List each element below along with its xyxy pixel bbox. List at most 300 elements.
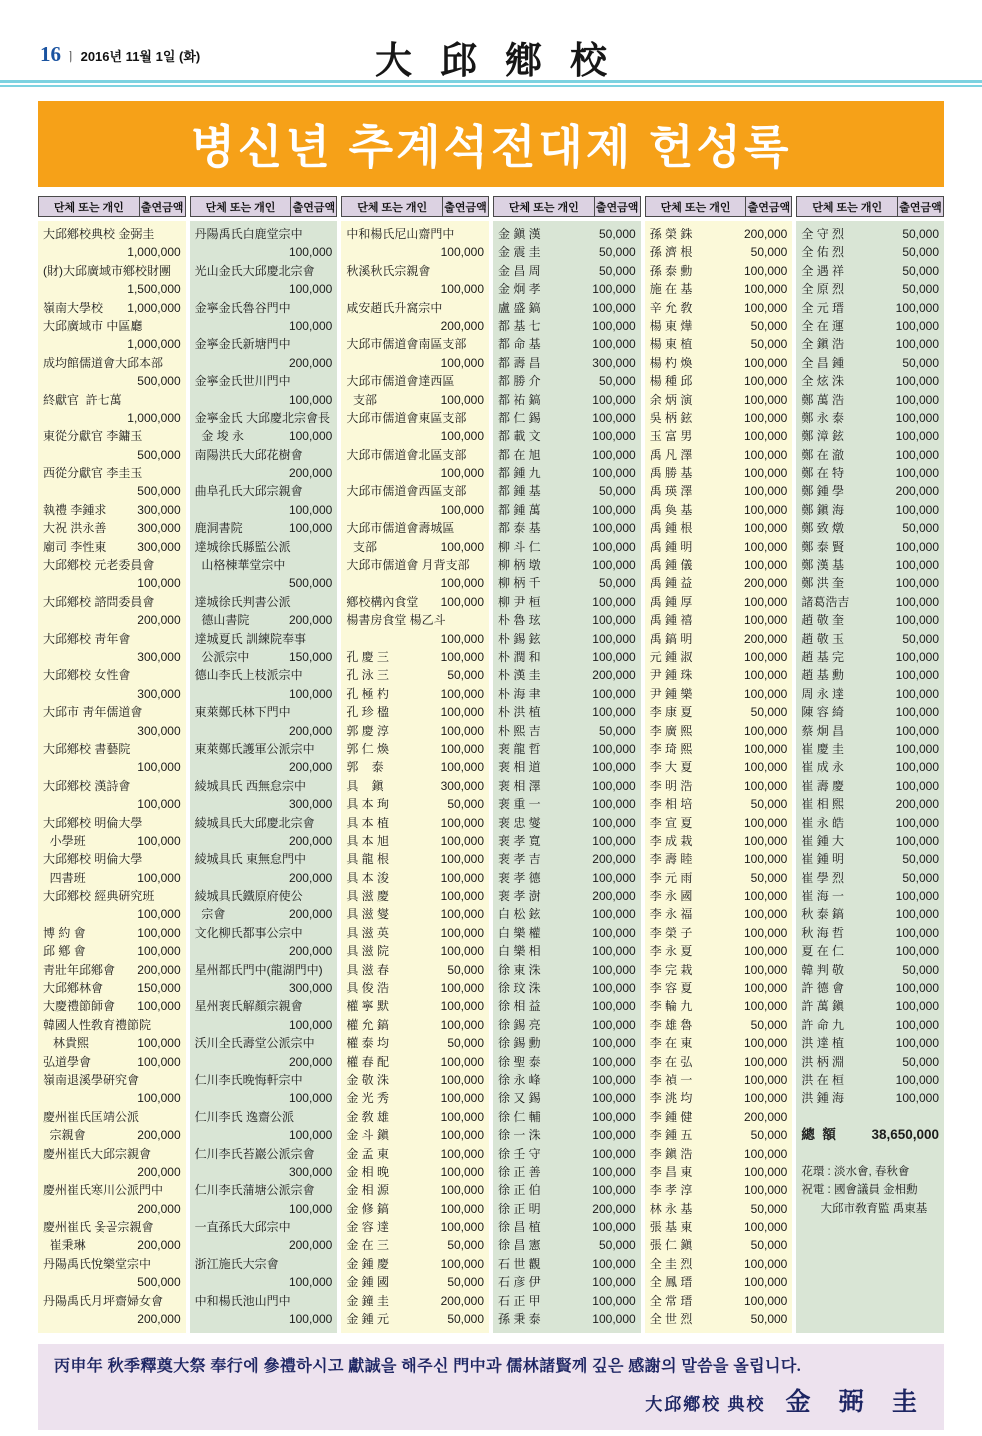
banner <box>38 101 944 187</box>
donation-line <box>801 942 939 960</box>
donor-name: 達城徐氏縣監公派 <box>194 539 291 554</box>
donor-name: 金 震 圭 <box>498 245 541 260</box>
donation-line <box>43 869 181 887</box>
donor-name: 秋溪秋氏宗親會 <box>346 263 431 278</box>
donation-amount: 50,000 <box>598 723 636 738</box>
donation-line <box>346 1310 484 1328</box>
donation-line <box>43 519 181 537</box>
donation-amount: 100,000 <box>743 962 788 977</box>
footer-signature <box>54 1382 928 1418</box>
donation-line <box>650 648 788 666</box>
donation-amount: 100,000 <box>895 925 940 940</box>
header-pair-2 <box>190 196 338 217</box>
donation-column-4 <box>493 221 641 1333</box>
donation-line <box>650 391 788 409</box>
donation-amount: 100,000 <box>440 741 485 756</box>
donation-line <box>346 372 484 390</box>
donation-amount: 100,000 <box>592 1017 636 1032</box>
donation-line <box>195 391 333 409</box>
donor-name: 李 成 栽 <box>649 833 693 848</box>
donor-name: 大祝 洪永善 <box>43 521 107 536</box>
donor-name: 徐 昌 憲 <box>498 1238 541 1253</box>
header-amount-label: 출연금액 <box>139 196 186 217</box>
donation-amount: 100,000 <box>895 502 940 517</box>
donation-line <box>650 869 788 887</box>
donor-name: 宗會 <box>194 907 226 922</box>
donor-name: 達城徐氏判書公派 <box>194 594 291 609</box>
donation-line <box>195 464 333 482</box>
donor-name: 都 泰 基 <box>498 521 541 536</box>
donor-name: 禹 鎬 明 <box>649 631 693 646</box>
donation-line <box>801 243 939 261</box>
donation-amount: 100,000 <box>137 870 181 885</box>
donor-name: 韓國人性敎育禮節院 <box>43 1017 152 1032</box>
donation-amount: 100,000 <box>895 741 940 756</box>
donation-amount: 100,000 <box>895 466 940 481</box>
donation-line <box>195 1292 333 1310</box>
donation-line <box>195 648 333 666</box>
donation-amount: 200,000 <box>592 889 636 904</box>
donation-amount: 100,000 <box>592 907 636 922</box>
donation-amount: 200,000 <box>137 1164 181 1179</box>
donation-line <box>346 814 484 832</box>
donor-name: 李 鍾 五 <box>649 1128 693 1143</box>
donor-name: 柳 尹 桓 <box>498 594 541 609</box>
donation-line <box>801 777 939 795</box>
donor-name: 花環 : 淡水會, 春秋會 <box>801 1165 910 1178</box>
donor-name: 仁川李氏晚悔軒宗中 <box>194 1072 303 1087</box>
donation-line <box>43 427 181 445</box>
donor-name: 丹陽禹氏悅樂堂宗中 <box>43 1256 152 1271</box>
donation-line <box>650 1163 788 1181</box>
donation-amount: 50,000 <box>447 668 485 683</box>
donation-amount: 100,000 <box>592 1091 636 1106</box>
donation-line <box>650 1273 788 1291</box>
donation-line <box>801 464 939 482</box>
donation-amount: 50,000 <box>750 797 788 812</box>
donor-name: 全 昌 鍾 <box>801 355 845 370</box>
header-pair-6 <box>796 196 944 217</box>
donation-line <box>650 317 788 335</box>
donation-line <box>346 1236 484 1254</box>
donor-name: 大邱市儒道會南區支部 <box>346 337 467 352</box>
donation-amount: 100,000 <box>592 558 636 573</box>
donor-name: 禹 鍾 明 <box>649 539 693 554</box>
donation-amount: 100,000 <box>743 1183 788 1198</box>
donation-amount: 200,000 <box>440 1293 485 1308</box>
table-header-row <box>38 196 944 217</box>
donation-amount: 100,000 <box>440 282 485 297</box>
donation-line <box>346 409 484 427</box>
donation-line <box>498 758 636 776</box>
donation-amount: 500,000 <box>137 447 181 462</box>
donor-name: 全 守 烈 <box>801 227 845 241</box>
donor-name: 裵 重 一 <box>498 797 541 812</box>
donation-line <box>650 501 788 519</box>
donor-name: 盧 盛 鎬 <box>498 300 541 315</box>
donor-name: 李 明 浩 <box>649 778 693 793</box>
donor-name: 丹陽禹氏白鹿堂宗中 <box>194 227 303 241</box>
donor-name: 柳 斗 仁 <box>498 539 541 554</box>
donation-line <box>195 666 333 684</box>
donation-line <box>43 299 181 317</box>
donor-name: 支部 <box>346 392 378 407</box>
page-number: 16 <box>40 42 61 66</box>
donation-line <box>346 611 484 629</box>
header-amount-label: 출연금액 <box>897 196 944 217</box>
donation-amount: 50,000 <box>902 870 940 885</box>
donor-name: (財)大邱廣域市鄕校財團 <box>43 263 171 278</box>
donation-amount: 100,000 <box>592 521 636 536</box>
donation-amount: 100,000 <box>743 889 788 904</box>
donation-line <box>498 446 636 464</box>
header-name-label: 단체 또는 개인 <box>190 196 291 217</box>
donation-amount: 50,000 <box>750 1312 788 1327</box>
donation-line <box>43 1255 181 1273</box>
donation-amount: 100,000 <box>743 613 788 628</box>
donation-line <box>43 1108 181 1126</box>
donation-amount: 200,000 <box>137 1312 181 1327</box>
donation-amount: 100,000 <box>895 1017 940 1032</box>
donor-name: 全 元 瑨 <box>801 300 845 315</box>
donor-name: 李 輪 九 <box>649 999 693 1014</box>
donor-name: 徐 正 明 <box>498 1201 541 1216</box>
donation-line <box>346 1163 484 1181</box>
donation-line <box>801 611 939 629</box>
donation-amount: 500,000 <box>137 1275 181 1290</box>
donor-name: 金寧金氏新塘門中 <box>194 337 291 352</box>
donation-amount: 100,000 <box>743 1072 788 1087</box>
donation-line <box>346 1034 484 1052</box>
donation-line <box>346 685 484 703</box>
donation-line <box>650 630 788 648</box>
donation-line <box>43 703 181 721</box>
donation-amount: 50,000 <box>598 484 636 499</box>
donation-amount: 200,000 <box>288 355 333 370</box>
header-pair-3 <box>341 196 489 217</box>
donor-name: 金 昌 周 <box>498 263 541 278</box>
donor-name: 執禮 李鍾求 <box>43 502 107 517</box>
donor-name: 趙 敬 奎 <box>801 613 845 628</box>
donor-name: 李 永 國 <box>649 889 693 904</box>
donation-amount: 100,000 <box>743 833 788 848</box>
page-header <box>0 0 982 80</box>
donor-name: 都 鍾 九 <box>498 466 541 481</box>
donation-line <box>195 961 333 979</box>
donation-line <box>346 538 484 556</box>
donation-line <box>650 850 788 868</box>
donation-line <box>43 446 181 464</box>
donation-line <box>650 1071 788 1089</box>
donation-amount: 100,000 <box>895 539 940 554</box>
donation-amount: 100,000 <box>592 1275 636 1290</box>
donation-amount: 500,000 <box>137 484 181 499</box>
donor-name: 李 洮 均 <box>649 1091 693 1106</box>
donation-line <box>498 574 636 592</box>
donation-line <box>346 630 484 648</box>
donation-line <box>195 538 333 556</box>
donation-amount: 100,000 <box>895 981 940 996</box>
donation-line <box>650 1181 788 1199</box>
donation-line <box>650 1218 788 1236</box>
note-line <box>801 1200 939 1218</box>
donation-line <box>43 630 181 648</box>
donor-name: 大邱廣域市 中區廳 <box>43 318 143 333</box>
donation-amount: 100,000 <box>743 778 788 793</box>
donation-line <box>43 685 181 703</box>
header-pair-5 <box>645 196 793 217</box>
donor-name: 慶州崔氏寒川公派門中 <box>43 1183 164 1198</box>
donor-name: 禹 鍾 厚 <box>649 594 693 609</box>
donor-name: 全 鎭 浩 <box>801 337 845 352</box>
donation-amount: 300,000 <box>137 649 181 664</box>
donor-name: 崔 慶 圭 <box>801 741 845 756</box>
donation-amount: 100,000 <box>895 374 940 389</box>
donation-amount: 100,000 <box>743 263 788 278</box>
donor-name: 朴 潤 和 <box>498 649 541 664</box>
donor-name: 李 相 培 <box>649 797 693 812</box>
donor-name: 大邱鄕校 經典硏究班 <box>43 889 155 904</box>
donation-line <box>346 1126 484 1144</box>
donor-name: 孔 珍 楹 <box>346 705 390 720</box>
donation-line <box>498 299 636 317</box>
donation-amount: 100,000 <box>592 649 636 664</box>
donation-amount: 100,000 <box>895 558 940 573</box>
donation-amount: 100,000 <box>592 392 636 407</box>
donor-name: 許 德 會 <box>801 981 845 996</box>
donation-line <box>498 703 636 721</box>
donor-name: 徐 錫 勳 <box>498 1036 541 1051</box>
donor-name: 鄭 在 澈 <box>801 447 845 462</box>
donor-name: 徐 仁 輔 <box>498 1109 541 1124</box>
donation-line <box>195 1163 333 1181</box>
donation-amount: 100,000 <box>440 999 485 1014</box>
donor-name: 金 鐘 圭 <box>346 1293 390 1308</box>
donor-name: 慶州崔氏匡靖公派 <box>43 1109 140 1124</box>
donor-name: 金寧金氏魯谷門中 <box>194 300 291 315</box>
donation-line <box>498 666 636 684</box>
donation-amount: 100,000 <box>743 686 788 701</box>
donation-amount: 50,000 <box>902 521 940 536</box>
donation-line <box>346 666 484 684</box>
donation-line <box>650 446 788 464</box>
donation-amount: 100,000 <box>440 355 485 370</box>
donation-line <box>498 869 636 887</box>
donor-name: 祝電 : 國會議員 金相勳 <box>801 1184 918 1197</box>
donation-line <box>498 1089 636 1107</box>
donation-amount: 200,000 <box>592 1201 636 1216</box>
donation-amount: 100,000 <box>440 907 485 922</box>
donor-name: 李 昌 東 <box>649 1164 693 1179</box>
donation-amount: 100,000 <box>895 392 940 407</box>
donation-line <box>346 243 484 261</box>
donation-line <box>650 814 788 832</box>
donor-name: 東萊鄭氏林下門中 <box>194 705 291 720</box>
header-name-label: 단체 또는 개인 <box>341 196 442 217</box>
donation-amount: 100,000 <box>288 1017 333 1032</box>
donation-line <box>498 1236 636 1254</box>
donation-line <box>650 905 788 923</box>
donation-amount: 100,000 <box>592 870 636 885</box>
donation-line <box>43 464 181 482</box>
donor-name: 鄭 鎭 海 <box>801 502 845 517</box>
donation-line <box>195 869 333 887</box>
donation-line <box>498 243 636 261</box>
donor-name: 孫 榮 銖 <box>649 227 693 241</box>
donor-name: 全 佑 烈 <box>801 245 845 260</box>
donor-name: 趙 基 勳 <box>801 668 845 683</box>
donor-name: 李 廣 熙 <box>649 723 693 738</box>
donation-amount: 200,000 <box>137 613 181 628</box>
donation-amount: 200,000 <box>440 318 485 333</box>
donation-line <box>498 1053 636 1071</box>
donor-name: 都 載 文 <box>498 429 541 444</box>
donation-amount: 300,000 <box>137 521 181 536</box>
donation-line <box>195 501 333 519</box>
donation-line <box>43 666 181 684</box>
donation-line <box>650 685 788 703</box>
donation-line <box>195 979 333 997</box>
donation-line <box>195 280 333 298</box>
donation-line <box>43 924 181 942</box>
donor-name: 大邱鄕校 明倫大學 <box>43 852 143 867</box>
donation-line <box>195 758 333 776</box>
donor-name: 朴 錫 鉉 <box>498 631 541 646</box>
donation-line <box>195 317 333 335</box>
donation-line <box>801 225 939 243</box>
donor-name: 洪 達 植 <box>801 1036 845 1051</box>
donor-name: 大邱鄕校 諮問委員會 <box>43 594 155 609</box>
donor-name: 徐 正 伯 <box>498 1183 541 1198</box>
donation-line <box>43 832 181 850</box>
donation-amount: 100,000 <box>137 576 181 591</box>
donation-line <box>498 740 636 758</box>
donation-line <box>801 574 939 592</box>
donation-amount: 50,000 <box>750 870 788 885</box>
donation-line <box>195 1310 333 1328</box>
donation-amount: 100,000 <box>440 705 485 720</box>
donation-line <box>498 1016 636 1034</box>
donation-amount: 300,000 <box>137 539 181 554</box>
donation-amount: 100,000 <box>592 539 636 554</box>
donation-line <box>650 832 788 850</box>
donor-name: 李 鍾 健 <box>649 1109 693 1124</box>
donation-amount: 100,000 <box>592 1054 636 1069</box>
donor-name: 大邱鄕校 元老委員會 <box>43 558 155 573</box>
donation-line <box>346 758 484 776</box>
donation-line <box>195 1255 333 1273</box>
donor-name: 都 祐 鎬 <box>498 392 541 407</box>
donor-name: 余 炳 演 <box>649 392 693 407</box>
donor-name: 禹 鍾 根 <box>649 521 693 536</box>
donation-amount: 100,000 <box>592 300 636 315</box>
donation-line <box>195 372 333 390</box>
donation-line <box>650 299 788 317</box>
donation-line <box>498 354 636 372</box>
donation-line <box>650 1236 788 1254</box>
donation-amount: 200,000 <box>288 613 333 628</box>
donor-name: 蔡 炯 昌 <box>801 723 845 738</box>
donor-name: 元 鍾 淑 <box>649 649 693 664</box>
header-pair-1 <box>38 196 186 217</box>
donation-line <box>801 961 939 979</box>
donation-amount: 300,000 <box>137 502 181 517</box>
donation-line <box>650 482 788 500</box>
donation-amount: 100,000 <box>895 613 940 628</box>
donation-amount: 100,000 <box>440 245 485 260</box>
donation-amount: 100,000 <box>895 300 940 315</box>
donation-amount: 100,000 <box>592 1293 636 1308</box>
donor-name: 朴 漢 圭 <box>498 668 541 683</box>
donation-line <box>195 1071 333 1089</box>
donation-amount: 300,000 <box>137 686 181 701</box>
donor-name: 金 鎭 漢 <box>498 227 541 241</box>
header-name-label: 단체 또는 개인 <box>38 196 139 217</box>
donation-amount: 150,000 <box>137 981 181 996</box>
donation-amount: 100,000 <box>440 594 485 609</box>
donation-line <box>346 427 484 445</box>
donation-amount: 50,000 <box>750 1128 788 1143</box>
donation-line <box>195 924 333 942</box>
donation-amount: 100,000 <box>440 944 485 959</box>
donor-name: 大邱市儒道會達西區 <box>346 374 455 389</box>
donation-line <box>346 299 484 317</box>
donation-amount: 100,000 <box>440 833 485 848</box>
donation-amount: 100,000 <box>592 925 636 940</box>
donation-line <box>650 758 788 776</box>
donation-amount: 100,000 <box>895 337 940 352</box>
donor-name: 李 壽 睦 <box>649 852 693 867</box>
donation-line <box>43 1200 181 1218</box>
donation-line <box>498 814 636 832</box>
donor-name: 韓 判 敬 <box>801 962 845 977</box>
donation-line <box>43 722 181 740</box>
donor-name: 許 命 九 <box>801 1017 845 1032</box>
donation-amount: 500,000 <box>137 374 181 389</box>
donation-amount: 100,000 <box>895 833 940 848</box>
donation-line <box>346 648 484 666</box>
donation-amount: 100,000 <box>440 1091 485 1106</box>
donation-amount: 100,000 <box>743 558 788 573</box>
donor-name: 楊 種 邱 <box>649 374 693 389</box>
donation-amount: 150,000 <box>288 649 333 664</box>
donation-line <box>801 299 939 317</box>
donation-line <box>346 1071 484 1089</box>
donor-name: 星州都氏門中(龍湖門中) <box>194 962 323 977</box>
donation-amount: 100,000 <box>743 649 788 664</box>
donation-line <box>801 1053 939 1071</box>
donation-amount: 100,000 <box>137 1091 181 1106</box>
donor-name: 大邱鄕校 書藝院 <box>43 741 131 756</box>
donor-name: 洪 柄 淵 <box>801 1054 845 1069</box>
donor-name: 朴 熙 吉 <box>498 723 541 738</box>
donor-name: 孔 慶 三 <box>346 649 390 664</box>
donor-name: 慶州崔氏 옻골宗親會 <box>43 1220 154 1235</box>
donation-line <box>43 354 181 372</box>
donation-amount: 100,000 <box>137 797 181 812</box>
donation-amount: 200,000 <box>592 852 636 867</box>
donor-name: 都 勝 介 <box>498 374 541 389</box>
donation-line <box>650 997 788 1015</box>
donation-line <box>650 262 788 280</box>
donation-amount: 50,000 <box>902 355 940 370</box>
donor-name: 權 寧 默 <box>346 999 390 1014</box>
donation-amount: 200,000 <box>743 631 788 646</box>
donation-line <box>195 574 333 592</box>
donor-name: 石 正 甲 <box>498 1293 541 1308</box>
donation-amount: 100,000 <box>592 1256 636 1271</box>
donation-line <box>650 280 788 298</box>
